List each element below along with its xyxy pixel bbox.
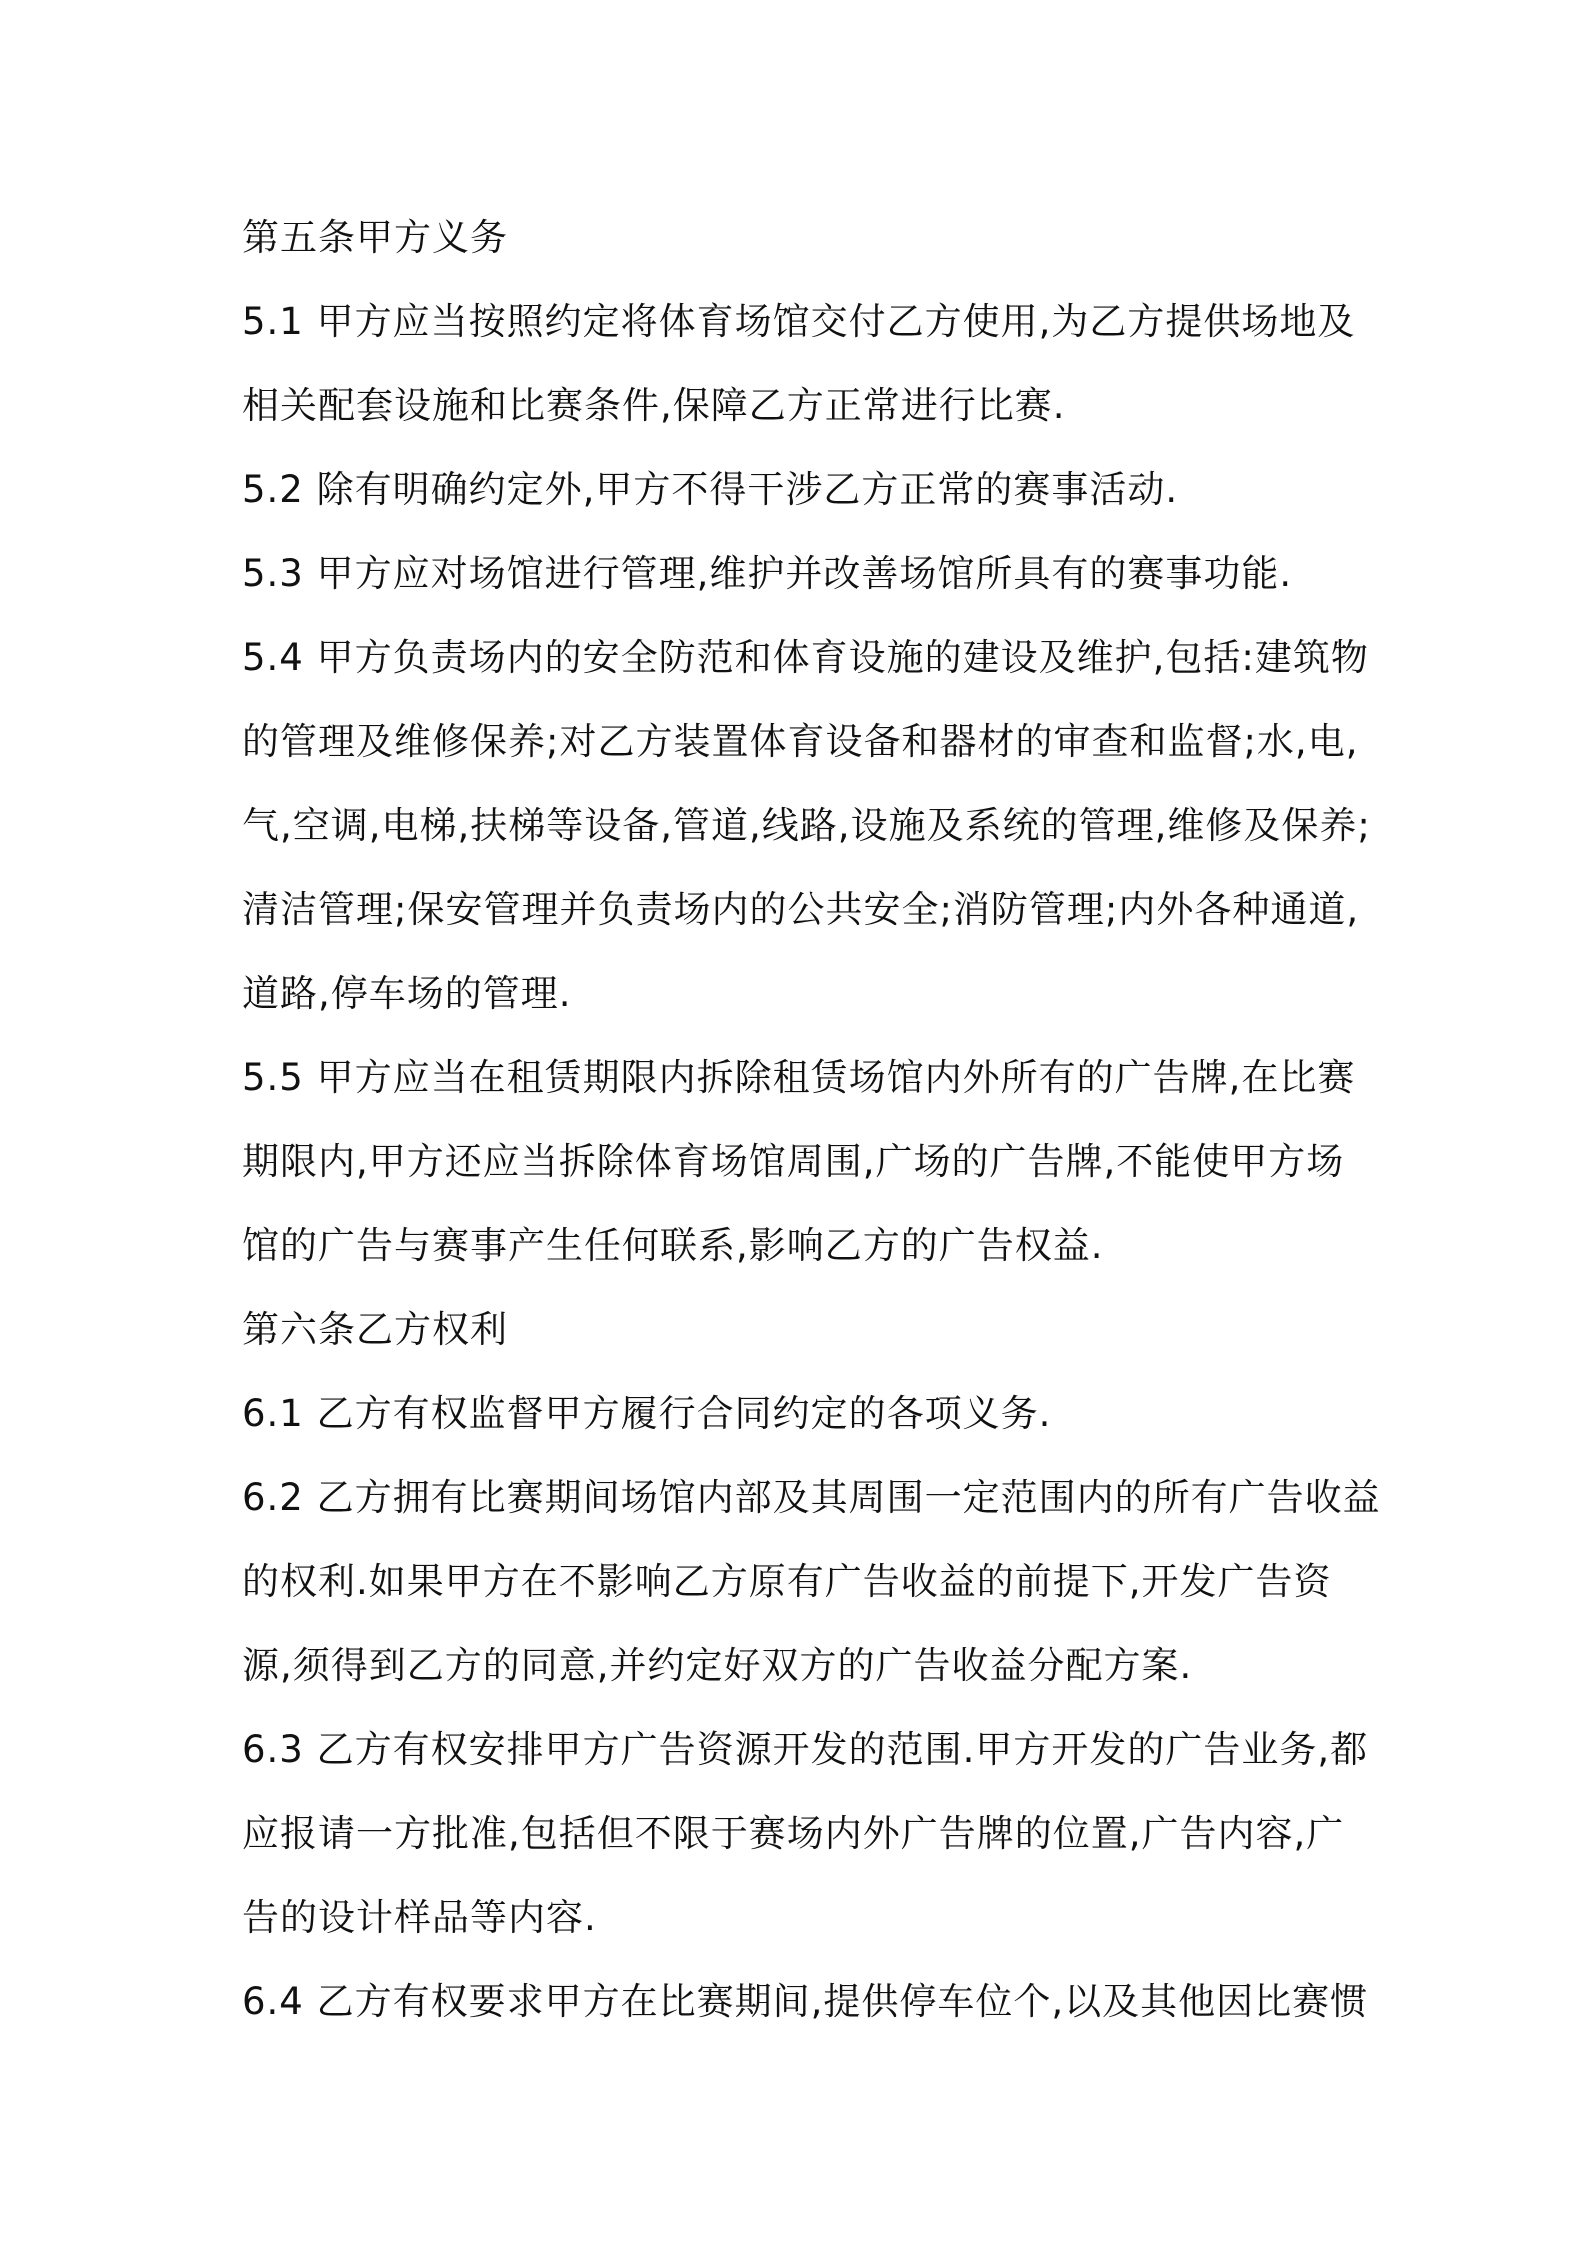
text-line: 应报请一方批准,包括但不限于赛场内外广告牌的位置,广告内容,广 [242, 1812, 1345, 1855]
text-line: 气,空调,电梯,扶梯等设备,管道,线路,设施及系统的管理,维修及保养; [242, 804, 1371, 847]
text-line: 清洁管理;保安管理并负责场内的公共安全;消防管理;内外各种通道, [242, 888, 1360, 931]
document-paragraph [242, 1372, 1362, 1456]
text-line: 的管理及维修保养;对乙方装置体育设备和器材的审查和监督;水,电, [242, 720, 1359, 763]
document-paragraph [242, 1456, 1381, 1708]
text-line: 5.5 甲方应当在租赁期限内拆除租赁场馆内外所有的广告牌,在比赛 [242, 1056, 1356, 1099]
text-line: 告的设计样品等内容. [242, 1896, 597, 1939]
document-body [242, 196, 1381, 2044]
text-line: 道路,停车场的管理. [242, 972, 572, 1015]
text-line: 6.3 乙方有权安排甲方广告资源开发的范围.甲方开发的广告业务,都 [242, 1728, 1369, 1771]
text-line: 6.1 乙方有权监督甲方履行合同约定的各项义务. [242, 1392, 1052, 1435]
document-paragraph [242, 1036, 1362, 1288]
document-paragraph [242, 1708, 1369, 1960]
document-paragraph [242, 616, 1371, 1036]
text-line: 6.4 乙方有权要求甲方在比赛期间,提供停车位个,以及其他因比赛惯 [242, 1980, 1369, 2023]
document-paragraph [242, 280, 1362, 448]
text-line: 源,须得到乙方的同意,并约定好双方的广告收益分配方案. [242, 1644, 1193, 1687]
document-paragraph [242, 448, 1362, 532]
text-line: 第五条甲方义务 [242, 216, 508, 259]
document-paragraph [242, 1288, 1362, 1372]
text-line: 的权利.如果甲方在不影响乙方原有广告收益的前提下,开发广告资 [242, 1560, 1332, 1603]
text-line: 5.1 甲方应当按照约定将体育场馆交付乙方使用,为乙方提供场地及 [242, 300, 1356, 343]
text-line: 5.2 除有明确约定外,甲方不得干涉乙方正常的赛事活动. [242, 468, 1179, 511]
text-line: 5.4 甲方负责场内的安全防范和体育设施的建设及维护,包括:建筑物 [242, 636, 1369, 679]
document-paragraph [242, 532, 1362, 616]
text-line: 馆的广告与赛事产生任何联系,影响乙方的广告权益. [242, 1224, 1104, 1267]
text-line: 相关配套设施和比赛条件,保障乙方正常进行比赛. [242, 384, 1066, 427]
text-line: 期限内,甲方还应当拆除体育场馆周围,广场的广告牌,不能使甲方场 [242, 1140, 1345, 1183]
text-line: 5.3 甲方应对场馆进行管理,维护并改善场馆所具有的赛事功能. [242, 552, 1293, 595]
text-line: 第六条乙方权利 [242, 1308, 508, 1351]
text-line: 6.2 乙方拥有比赛期间场馆内部及其周围一定范围内的所有广告收益 [242, 1476, 1381, 1519]
document-paragraph [242, 1960, 1369, 2044]
document-paragraph [242, 196, 1362, 280]
